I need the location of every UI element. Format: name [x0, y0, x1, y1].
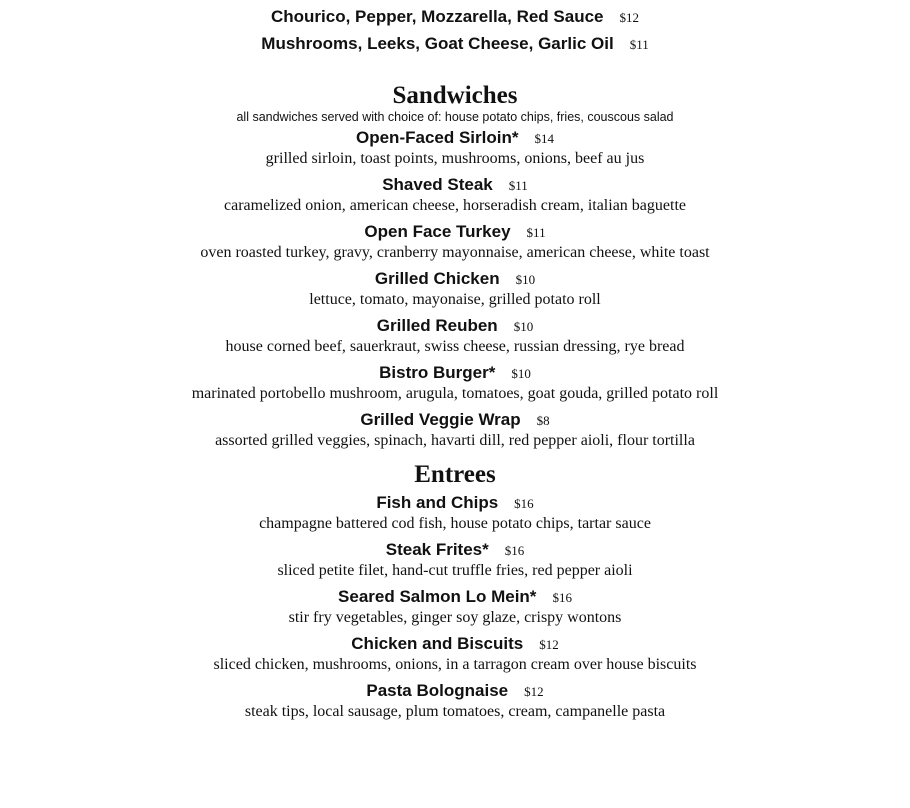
item-name: Open Face Turkey: [364, 222, 511, 241]
item-name: Chicken and Biscuits: [351, 634, 524, 653]
item-description: stir fry vegetables, ginger soy glaze, crispy wontons: [288, 609, 622, 626]
item-name: Mushrooms, Leeks, Goat Cheese, Garlic Oil: [261, 34, 614, 53]
top-items-list: [0, 7, 910, 55]
item-price: $10: [511, 366, 531, 381]
menu-item: [0, 269, 910, 309]
item-description: assorted grilled veggies, spinach, havarti dill, red pepper aioli, flour tortilla: [215, 432, 695, 449]
item-price: $11: [508, 178, 528, 193]
item-description: lettuce, tomato, mayonaise, grilled potato roll: [309, 291, 601, 308]
menu-item: [0, 493, 910, 533]
item-price: $10: [515, 272, 536, 287]
item-description: steak tips, local sausage, plum tomatoes, cream, campanelle pasta: [244, 703, 666, 720]
item-description: champagne battered cod fish, house potato chips, tartar sauce: [259, 515, 651, 532]
item-price: $12: [539, 637, 559, 652]
entrees-section: [0, 461, 910, 721]
menu-item: [0, 128, 910, 168]
item-description: house corned beef, sauerkraut, swiss cheese, russian dressing, rye bread: [225, 338, 685, 355]
item-name: Steak Frites*: [385, 540, 489, 559]
item-description: caramelized onion, american cheese, horseradish cream, italian baguette: [224, 197, 686, 214]
section-title-sandwiches: Sandwiches: [392, 82, 518, 109]
item-name: Grilled Reuben: [376, 316, 498, 335]
item-description: grilled sirloin, toast points, mushrooms, onions, beef au jus: [265, 150, 645, 167]
menu-item: [0, 634, 910, 674]
section-note: all sandwiches served with choice of: house potato chips, fries, couscous salad: [236, 110, 674, 124]
item-name: Pasta Bolognaise: [366, 681, 509, 700]
item-name: Bistro Burger*: [379, 363, 496, 382]
section-title-entrees: Entrees: [414, 461, 496, 488]
item-name: Shaved Steak: [382, 175, 493, 194]
item-name: Grilled Veggie Wrap: [360, 410, 521, 429]
item-price: $12: [524, 684, 544, 699]
item-description: sliced petite filet, hand-cut truffle fries, red pepper aioli: [277, 562, 633, 579]
item-price: $11: [526, 225, 546, 240]
sandwiches-section: [0, 82, 910, 450]
menu-item: [0, 7, 910, 28]
item-name: Fish and Chips: [376, 493, 499, 512]
item-description: marinated portobello mushroom, arugula, tomatoes, goat gouda, grilled potato roll: [191, 385, 719, 402]
menu-item: [0, 175, 910, 215]
menu-item: [0, 587, 910, 627]
item-name: Seared Salmon Lo Mein*: [338, 587, 537, 606]
menu-item: [0, 410, 910, 450]
item-price: $16: [552, 590, 572, 605]
item-description: oven roasted turkey, gravy, cranberry mayonnaise, american cheese, white toast: [200, 244, 710, 261]
item-price: $16: [504, 543, 525, 558]
item-price: $12: [619, 10, 640, 25]
menu-item: [0, 316, 910, 356]
menu-item: [0, 34, 910, 55]
item-name: Chourico, Pepper, Mozzarella, Red Sauce: [270, 7, 604, 26]
menu-item: [0, 540, 910, 580]
item-price: $8: [536, 413, 550, 428]
menu-item: [0, 681, 910, 721]
item-name: Open-Faced Sirloin*: [356, 128, 519, 147]
item-price: $10: [513, 319, 534, 334]
menu-item: [0, 222, 910, 262]
item-description: sliced chicken, mushrooms, onions, in a tarragon cream over house biscuits: [213, 656, 697, 673]
menu-item: [0, 363, 910, 403]
item-name: Grilled Chicken: [374, 269, 500, 288]
item-price: $16: [514, 496, 534, 511]
item-price: $11: [629, 37, 649, 52]
item-price: $14: [534, 131, 554, 146]
